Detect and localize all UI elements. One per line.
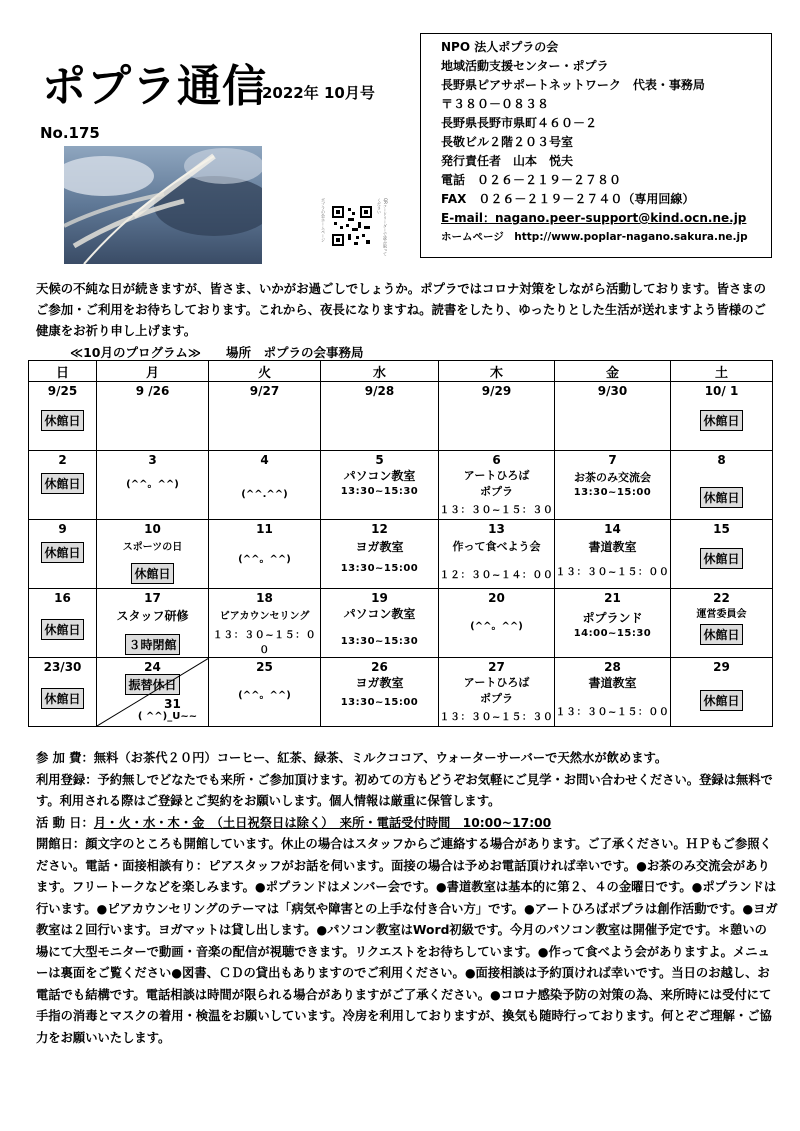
event-name: ポプラ [480,692,513,705]
day-cell [321,451,439,520]
day-number: 9/29 [481,384,512,398]
day-number: 9 /26 [135,384,170,398]
closed-badge: 休館日 [700,548,742,569]
event-name: 書道教室 [588,540,637,554]
day-number: 15 [713,522,730,536]
day-cell [555,451,671,520]
newsletter-title: ポプラ通信 [42,61,267,112]
day-cell [29,589,97,658]
header-fri: 金 [555,361,671,382]
postal-code: 〒３８０－０８３８ [441,97,550,111]
fax: FAX ０２６－２１９－２７４０（専用回線） [441,192,695,206]
fee-text: 無料（お茶代２０円）コーヒー、紅茶、緑茶、ミルクココア、ウォーターサーバーで天然水が飲めます。 [93,751,668,765]
event-name: アートひろば [463,676,530,689]
day-number: 11 [256,522,273,536]
day-number: 23/30 [43,660,82,674]
address-line-1: 長野県長野市県町４６０－２ [441,116,598,130]
event-time: １３：３０~１５：００ [555,707,670,718]
day-number: 21 [604,591,621,605]
registration-text: 予約無しでどなたでも来所・ご参加頂けます。初めての方もどうぞお気軽にご見学・お問い合わせください。登録は無料です。利用される際はご登録とご契約をお願いします。個人情報は厳重に保管します。 [36,772,773,808]
day-number: 18 [256,591,273,605]
closed-badge: 休館日 [700,410,742,431]
day-cell [555,520,671,589]
day-number: 12 [371,522,388,536]
issue-date: 2022年 10月号 [262,84,375,102]
day-number: 4 [260,453,269,467]
day-number: 27 [488,660,505,674]
day-cell [209,451,321,520]
day-number: 9/25 [47,384,78,398]
event-name: 作って食べよう会 [452,540,541,553]
day-number: 10 [144,522,161,536]
day-number: 10/ 1 [704,384,739,398]
day-cell [29,382,97,451]
event-time: １２：３０~１４：００ [439,570,554,581]
day-cell [209,658,321,727]
day-number: 17 [144,591,161,605]
organization-info-box [420,33,772,258]
open-face: ( ^^)_U~~ [137,711,198,722]
day-cell [321,658,439,727]
registration-line [36,770,778,813]
day-number: 28 [604,660,621,674]
event-time: 13:30~15:30 [340,486,419,497]
notes-section [36,748,778,1049]
header-mon: 月 [97,361,209,382]
day-number: 16 [54,591,71,605]
calendar-week-2 [29,451,773,520]
event-time: １３：３０~１５：００ [555,567,670,578]
event-time: 13:30~15:00 [340,697,419,708]
open-face: (^^。^^) [126,479,179,490]
split-diagonal [97,658,209,726]
early-close-badge: ３時閉館 [125,634,179,655]
header-wed: 水 [321,361,439,382]
closed-badge: 休館日 [41,688,83,709]
substitute-holiday-badge: 振替休日 [125,674,179,695]
activity-days-line [36,813,778,835]
day-number: 24 [144,660,161,674]
day-cell [439,589,555,658]
event-name: アートひろば [463,469,530,482]
day-cell [671,451,773,520]
day-cell [209,589,321,658]
homepage-link[interactable]: ホームページ http://www.poplar-nagano.sakura.ne.jp [441,231,748,243]
registration-label: 利用登録： [36,772,98,787]
day-number: 9/28 [364,384,395,398]
fee-label: 参 加 費： [36,751,94,765]
address-line-2: 長敬ビル２階２０３号室 [441,135,574,149]
phone: 電話 ０２６－２１９－２７８０ [441,173,622,187]
calendar-header-row [29,361,773,382]
activity-days-label: 活 動 日： [36,815,94,830]
day-cell [439,520,555,589]
event-name: ヨガ教室 [355,540,404,554]
day-number: 29 [713,660,730,674]
closed-badge: 休館日 [41,542,83,563]
day-cell [97,520,209,589]
day-cell [97,658,209,727]
email-link[interactable]: E-mail：nagano.peer-support@kind.ocn.ne.jp [441,211,747,225]
day-cell [29,451,97,520]
day-cell [321,589,439,658]
event-time: 13:30~15:00 [340,563,419,574]
fee-line [36,748,778,770]
event-time: 13:30~15:30 [340,636,419,647]
event-time: １３：３０~１５：３０ [439,505,554,516]
day-cell [97,382,209,451]
day-number: 26 [371,660,388,674]
event-name: パソコン教室 [343,469,416,483]
header-sat: 土 [671,361,773,382]
closed-badge: 休館日 [41,619,83,640]
open-face: (^^。^^) [238,690,291,701]
event-name: ヨガ教室 [355,676,404,690]
pampas-grass-photo [64,146,262,264]
day-number: 9/30 [597,384,628,398]
activity-days-text: 月・火・水・木・金 （土日祝祭日は除く） 来所・電話受付時間 10:00~17:00 [93,815,552,830]
day-number: 25 [256,660,273,674]
org-name: NPO 法人ポプラの会 [441,40,559,54]
notes-body: 開館日：顔文字のところも開館しています。休止の場合はスタッフからご連絡する場合があります。ご了承ください。ＨＰもご参照ください。電話・面接相談有り：ピアスタッフがお話を伺います。面接の場合は予めお電話頂ければ幸いです。●お茶のみ交流会があります。フリートークなどを楽しみます。●ポプランドはメンバー会です。●書道教室は基本的に第２、４の金曜日です。●ポプランドは行います。●ピアカウンセリングのテーマは「病気や障害との上手な付き合い方」です。●アートひろばポプラは創作活動です。●ヨガ教室は２回行います。ヨガマットは貸し出します。●パソコン教室はWord初級です。今月のパソコン教室は開催予定です。＊憩いの場にて大型モニターで動画・音楽の配信が視聴できます。リクエストをお待ちしています。●作って食べよう会がありますよ。メニューは裏面をご覧ください●図書、ＣＤの貸出もありますのでご利用ください。●面接相談は予約頂ければ幸いです。当日のお越し、お電話でも結構です。電話相談は時間が限られる場合がありますがご了承ください。●コロナ感染予防の対策の為、来所時には受付にて手指の消毒とマスクの着用・検温をお願いしています。冷房を利用しておりますが、換気も随時行っております。何とぞご理解・ご協力をお願いいたします。 [36,837,778,1045]
closed-badge: 休館日 [41,410,83,431]
day-cell [671,589,773,658]
day-number: 5 [375,453,384,467]
day-number: 19 [371,591,388,605]
day-cell [321,382,439,451]
event-name: パソコン教室 [343,607,416,621]
day-number: 20 [488,591,505,605]
day-number: 9 [58,522,67,536]
event-name: ポプランド [582,611,643,625]
day-cell [439,658,555,727]
open-face: (^^。^^) [238,554,291,565]
closed-badge: 休館日 [700,690,742,711]
open-face: (^^.^^) [241,489,288,500]
day-cell [97,589,209,658]
event-name: ピアカウンセリング [219,611,310,622]
event-time: 13:30~15:00 [573,487,652,498]
day-number: 13 [488,522,505,536]
homepage-qr-code [320,198,388,256]
day-cell [555,589,671,658]
october-calendar [28,360,773,727]
header-thu: 木 [439,361,555,382]
day-cell [29,658,97,727]
event-time: 14:00~15:30 [573,628,652,639]
day-number: 9/27 [249,384,280,398]
day-cell [671,658,773,727]
open-face: (^^。^^) [470,621,523,632]
day-number: 3 [148,453,157,467]
header-tue: 火 [209,361,321,382]
event-name: お茶のみ交流会 [574,471,651,484]
program-heading: ≪10月のプログラム≫ 場所 ポプラの会事務局 [70,345,364,360]
qr-caption-left: ポプラの会ホームページ [321,198,326,242]
calendar-week-5 [29,658,773,727]
calendar-week-4 [29,589,773,658]
closed-badge: 休館日 [131,563,173,584]
calendar-week-3 [29,520,773,589]
day-cell [555,382,671,451]
intro-paragraph: 天候の不純な日が続きますが、皆さま、いかがお過ごしでしょうか。ポプラではコロナ対策をしながら活動しております。皆さまのご参加・ご利用をお待ちしております。これから、夜長になりますね。読書をしたり、ゆったりとした生活が送れますよう皆様のご健康をお祈り申し上げます。 [36,281,767,338]
day-number: 2 [58,453,67,467]
day-number: 6 [492,453,501,467]
day-number: 31 [164,697,181,711]
day-number: 7 [608,453,617,467]
closed-badge: 休館日 [700,487,742,508]
center-name: 地域活動支援センター・ポプラ [441,59,609,73]
day-cell [29,520,97,589]
day-cell [671,382,773,451]
event-time: １３：３０~１５：００ [212,630,317,656]
day-cell [671,520,773,589]
day-number: 22 [713,591,730,605]
day-cell [209,520,321,589]
closed-badge: 休館日 [41,473,83,494]
day-cell [321,520,439,589]
day-cell [439,451,555,520]
event-name: 書道教室 [588,676,637,690]
event-name: 運営委員会 [696,609,747,620]
publisher: 発行責任者 山本 悦夫 [441,154,574,168]
day-cell [97,451,209,520]
day-cell [555,658,671,727]
day-number: 14 [604,522,621,536]
header-sun: 日 [29,361,97,382]
day-number: 8 [717,453,726,467]
event-name: ポプラ [480,485,513,498]
event-name: スタッフ研修 [116,609,189,623]
qr-caption-right: QRコードリーダーで読み取ってください [377,198,388,256]
event-name: スポーツの日 [122,542,183,553]
closed-badge: 休館日 [700,624,742,645]
calendar-week-1 [29,382,773,451]
day-cell [439,382,555,451]
network-name: 長野県ピアサポートネットワーク 代表・事務局 [441,78,705,92]
day-cell [209,382,321,451]
issue-number: No.175 [40,124,100,142]
event-time: １３：３０~１５：３０ [439,712,554,723]
